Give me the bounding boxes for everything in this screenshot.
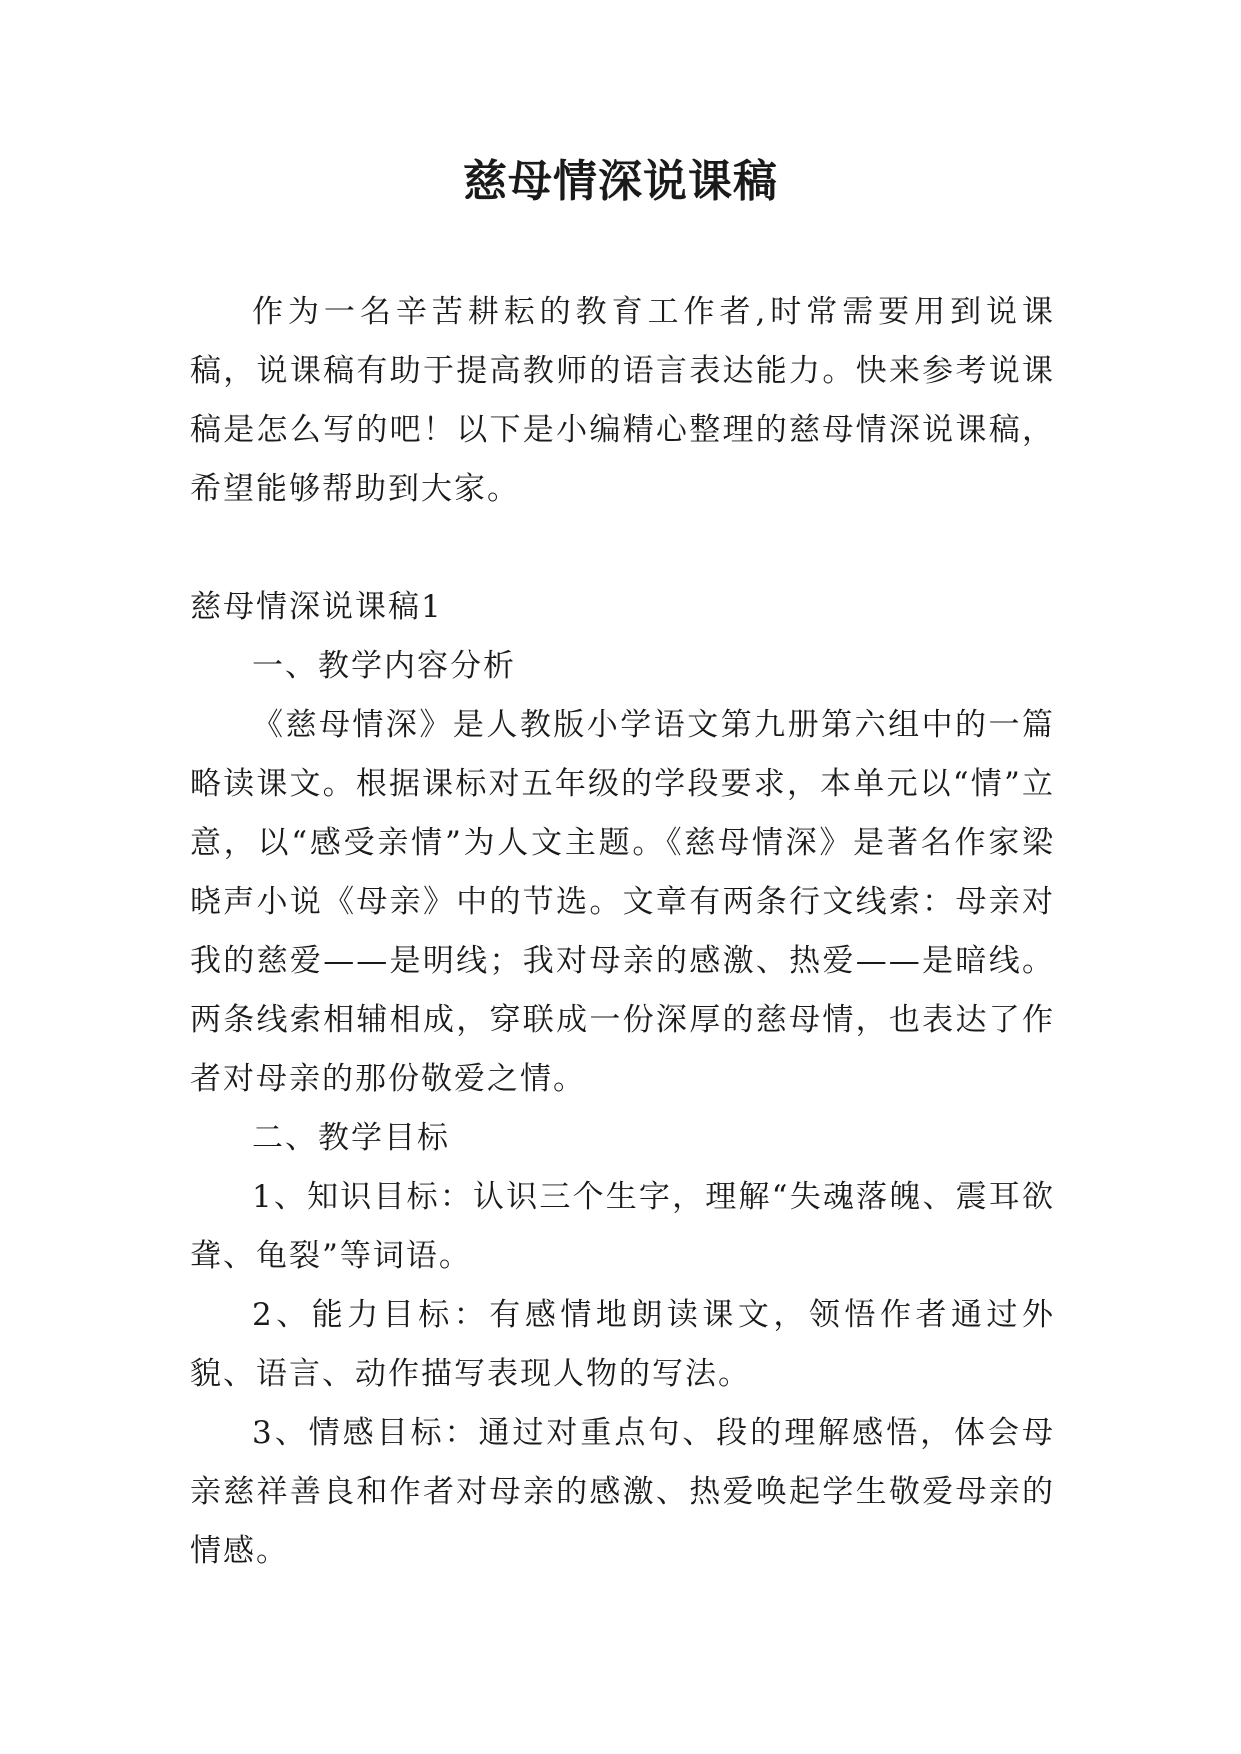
- subheading-teaching-goals: 二、教学目标: [252, 1120, 450, 1156]
- document-title: 慈母情深说课稿: [463, 156, 778, 207]
- document-body: [190, 283, 1055, 1581]
- section-heading: 慈母情深说课稿1: [190, 589, 443, 625]
- subheading-content-analysis: 一、教学内容分析: [252, 648, 516, 684]
- goal-knowledge: 1、知识目标：认识三个生字，理解“失魂落魄、震耳欲聋、龟裂”等词语。: [190, 1179, 1055, 1274]
- content-analysis-paragraph: 《慈母情深》是人教版小学语文第九册第六组中的一篇略读课文。根据课标对五年级的学段要求，本单元以“情”立意，以“感受亲情”为人文主题。《慈母情深》是著名作家梁晓声小说《母亲》中的节选。文章有两条行文线索：母亲对我的慈爱——是明线；我对母亲的感激、热爱——是暗线。两条线索相辅相成，穿联成一份深厚的慈母情，也表达了作者对母亲的那份敬爱之情。: [190, 707, 1055, 1097]
- goal-emotion: 3、情感目标：通过对重点句、段的理解感悟，体会母亲慈祥善良和作者对母亲的感激、热爱唤起学生敬爱母亲的情感。: [190, 1415, 1055, 1569]
- goal-ability: 2、能力目标：有感情地朗读课文，领悟作者通过外貌、语言、动作描写表现人物的写法。: [190, 1297, 1055, 1392]
- intro-paragraph: 作为一名辛苦耕耘的教育工作者,时常需要用到说课稿，说课稿有助于提高教师的语言表达能力。快来参考说课稿是怎么写的吧！以下是小编精心整理的慈母情深说课稿，希望能够帮助到大家。: [190, 294, 1055, 507]
